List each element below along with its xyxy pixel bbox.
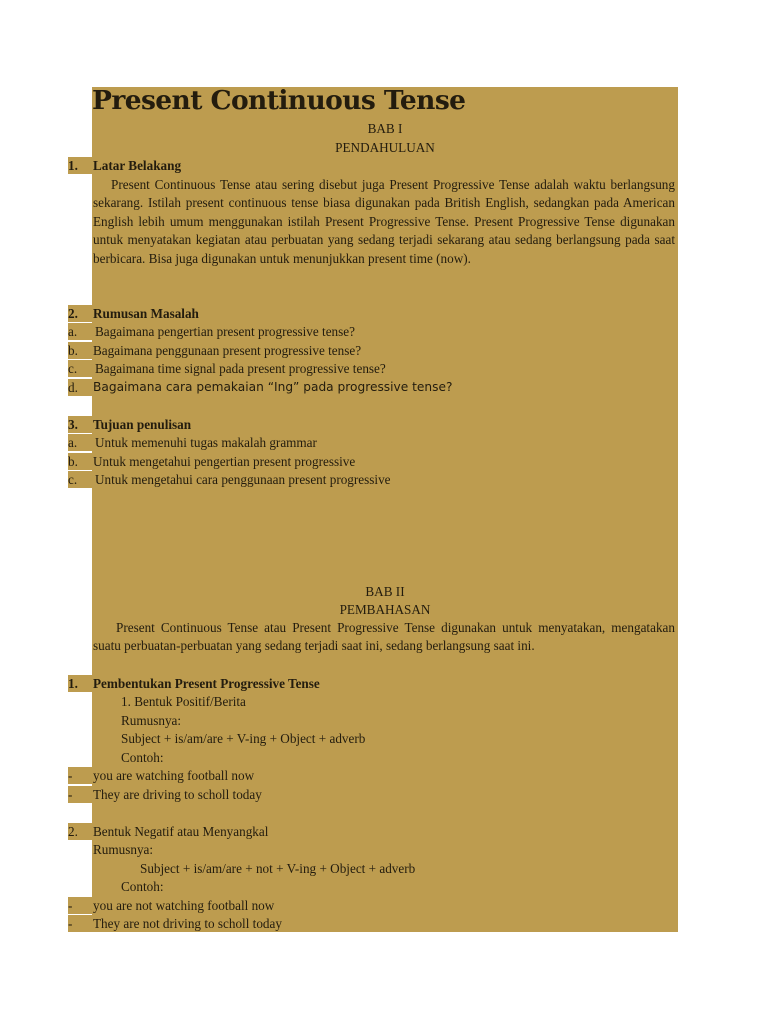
latar-belakang-paragraph: Present Continuous Tense atau sering disebut juga Present Progressive Tense adalah waktu berlangsung sekarang. Istilah present continuous tense biasa digunakan pada British English, sedangkan pada American English lebih umum menggunakan istilah Present Progressive Tense. Present Progressive Tense digunakan untuk menyatakan kegiatan atau perbuatan yang sedang terjadi sekarang atau sedang berlangsung pada saat berbicara. Bisa juga digunakan untuk menunjukkan present time (now). [93,177,675,266]
list-marker: a. [68,323,92,340]
section-title-latar-belakang: Latar Belakang [93,158,182,173]
list-item: Untuk mengetahui pengertian present progressive [93,454,356,469]
list-marker: c. [68,360,92,377]
bab1-subheading: PENDAHULUAN [335,140,435,155]
section-title-pembentukan: Pembentukan Present Progressive Tense [93,676,320,691]
section-title-negatif: Bentuk Negatif atau Menyangkal [93,824,269,839]
list-marker: d. [68,379,92,396]
bab2-heading: BAB II [365,584,405,599]
example-item: They are not driving to scholl today [93,916,282,931]
rumus-formula: Subject + is/am/are + V-ing + Object + adverb [121,731,366,746]
section-number: 2. [68,823,92,840]
contoh-label: Contoh: [121,750,164,765]
bab2-subheading: PEMBAHASAN [339,602,431,617]
list-marker: b. [68,453,92,470]
list-marker: b. [68,342,92,359]
list-item: Untuk mengetahui cara penggunaan present progressive [95,472,391,487]
example-item: you are not watching football now [93,898,275,913]
list-item: Untuk memenuhi tugas makalah grammar [95,435,317,450]
section-title-tujuan-penulisan: Tujuan penulisan [93,417,192,432]
example-marker: - [68,897,92,914]
document-title: Present Continuous Tense [92,85,466,116]
rumus-formula: Subject + is/am/are + not + V-ing + Object + adverb [140,861,416,876]
example-marker: - [68,915,92,932]
section-title-rumusan-masalah: Rumusan Masalah [93,306,199,321]
example-item: They are driving to scholl today [93,787,262,802]
list-marker: a. [68,434,92,451]
contoh-label: Contoh: [121,879,164,894]
example-marker: - [68,786,92,803]
list-item: Bagaimana penggunaan present progressive tense? [93,343,362,358]
rumus-label: Rumusnya: [93,842,154,857]
example-marker: - [68,767,92,784]
section-number: 1. [68,675,92,692]
list-item: Bagaimana cara pemakaian “Ing” pada progressive tense? [93,380,453,394]
list-item: Bagaimana time signal pada present progressive tense? [95,361,386,376]
pembahasan-intro-paragraph: Present Continuous Tense atau Present Progressive Tense digunakan untuk menyatakan, mengatakan suatu perbuatan-perbuatan yang sedang terjadi saat ini, sedang berlangsung saat ini. [93,620,675,654]
subsection-title-positif: 1. Bentuk Positif/Berita [121,694,246,709]
section-number: 1. [68,157,92,174]
list-marker: c. [68,471,92,488]
example-item: you are watching football now [93,768,255,783]
rumus-label: Rumusnya: [121,713,182,728]
section-number: 2. [68,305,92,322]
list-item: Bagaimana pengertian present progressive tense? [95,324,355,339]
bab1-heading: BAB I [367,121,403,136]
section-number: 3. [68,416,92,433]
